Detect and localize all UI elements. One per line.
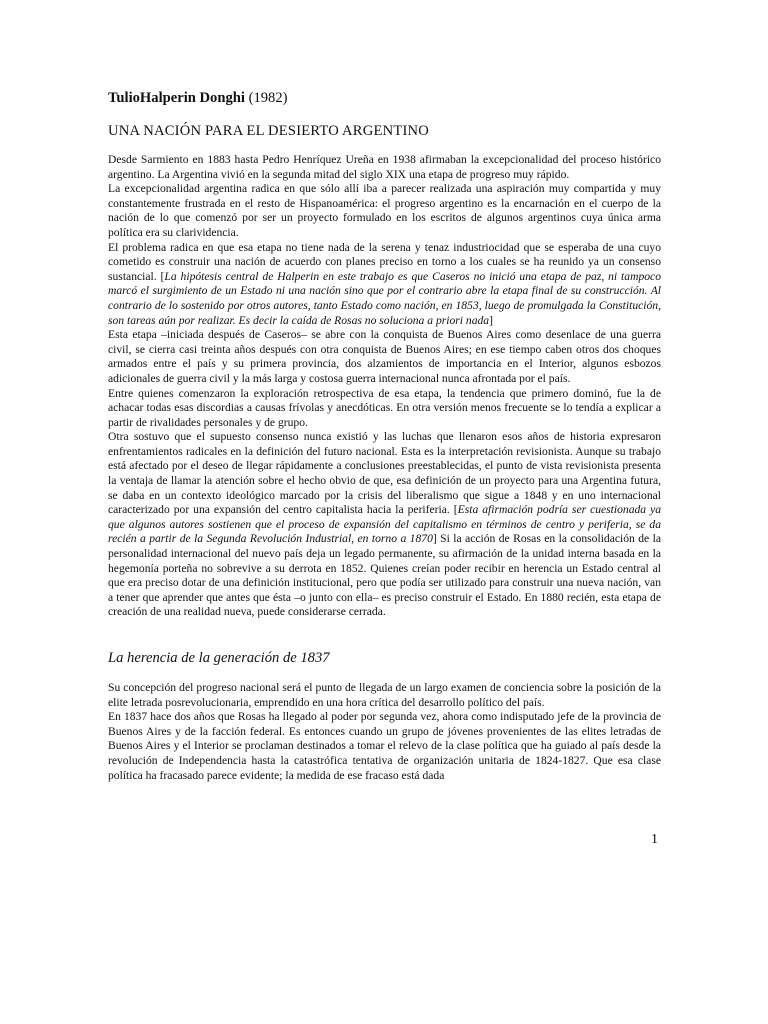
italic-annotation: La hipótesis central de Halperin en este trabajo es que Caseros no inició una etapa de paz, ni tampoco marcó el surgimiento de un Estado ni una nación sino que por el contrario abre la etapa final de su construcción. Al contrario de lo sostenido por otros autores, tanto Estado como nación, en 1853, luego de promulgada la Constitución, son tareas aún por realizar. Es decir la caída de Rosas no soluciona a priori nada <box>108 269 661 327</box>
italic-annotation: Esta afirmación podría ser cuestionada ya que algunos autores sostienen que el proceso de expansión del capitalismo en términos de centro y periferia, se da recién a partir de la Segunda Revolución Industrial, en torno a 1870 <box>108 503 662 546</box>
paragraph <box>108 241 661 329</box>
section-heading: La herencia de la generación de 1837 <box>108 650 330 666</box>
publication-year: (1982) <box>248 90 288 106</box>
section-1-body <box>108 153 661 620</box>
paragraph <box>108 430 661 620</box>
author-name: TulioHalperin Donghi <box>108 90 245 106</box>
paragraph-text: Desde Sarmiento en 1883 hasta Pedro Henríquez Ureña en 1938 afirmaban la excepcionalidad del proceso histórico argentino. La Argentina vivió en la segunda mitad del siglo XIX una etapa de progreso muy rápido. <box>108 153 661 181</box>
paragraph-text: Esta etapa –iniciada después de Caseros– se abre con la conquista de Buenos Aires como desenlace de una guerra civil, se cierra casi treinta años después con otra conquista de Buenos Aires; en ese tiempo caben otros dos choques armados entre el país y su primera provincia, dos alzamientos de importancia en el Interior, algunos esbozos adicionales de guerra civil y la más larga y costosa guerra internacional nunca afrontada por el país. <box>108 328 661 385</box>
paragraph <box>108 710 661 783</box>
document-title: UNA NACIÓN PARA EL DESIERTO ARGENTINO <box>108 123 429 139</box>
author-line <box>108 89 661 107</box>
paragraph-text: Entre quienes comenzaron la exploración retrospectiva de esa etapa, la tendencia que primero dominó, fue la de achacar todas esas discordias a causas frívolas y anecdóticas. En otra versión menos frecuente se lo tendía a explicar a partir de rivalidades personales y de grupo. <box>108 386 661 429</box>
section-2-body <box>108 681 661 783</box>
paragraph-text: ] <box>489 313 493 327</box>
paragraph-text: En 1837 hace dos años que Rosas ha llegado al poder por segunda vez, ahora como indisputado jefe de la provincia de Buenos Aires y de la facción federal. Es entonces cuando un grupo de jóvenes provenientes de las elites letradas de Buenos Aires y el Interior se proclaman destinados a tomar el relevo de la clase política que ha guiado al país desde la revolución de Independencia hasta la catastrófica tentativa de organización unitaria de 1824-1827. Que esa clase política ha fracasado parece evidente; la medida de ese fracaso está dada <box>108 710 661 782</box>
paragraph-text: Otra sostuvo que el supuesto consenso nunca existió y las luchas que llenaron esos años de historia expresaron enfrentamientos radicales en la definición del futuro nacional. Esta es la interpretación revisionista. Aunque su trabajo está afectado por el deseo de llegar rápidamente a conclusiones preestablecidas, el punto de vista revisionista presenta la ventaja de llamar la atención sobre el hecho obvio de que, esa definición de un proyecto para una Argentina futura, se daba en un contexto ideológico marcado por la crisis del liberalismo que sigue a 1848 y en uno internacional caracterizado por una expansión del centro capitalista hacia la periferia. [ <box>108 430 661 517</box>
paragraph <box>108 681 661 710</box>
page-number: 1 <box>651 832 658 847</box>
paragraph-text: El problema radica en que esa etapa no tiene nada de la serena y tenaz industriocidad que se esperaba de una cuyo cometido es construir una nación de acuerdo con planes preciso en torno a los cuales se ha reunido ya un consenso sustancial. [ <box>108 240 661 283</box>
paragraph-text: Su concepción del progreso nacional será el punto de llegada de un largo examen de conciencia sobre la posición de la elite letrada posrevolucionaria, emprendido en una hora crítica del desarrollo político del país. <box>108 681 661 709</box>
paragraph-text: La excepcionalidad argentina radica en que sólo allí iba a parecer realizada una aspiración muy compartida y muy constantemente frustrada en el resto de Hispanoamérica: el progreso argentino es la encarnación en el cuerpo de la nación de lo que comenzó por ser un proyecto formulado en los escritos de algunos argentinos cuya única arma política era su clarividencia. <box>108 182 661 239</box>
paragraph <box>108 328 661 386</box>
paragraph <box>108 387 661 431</box>
paragraph <box>108 182 661 240</box>
paragraph-text: ] Si la acción de Rosas en la consolidación de la personalidad internacional del nuevo país deja un legado permanente, su afirmación de la unidad interna basada en la hegemonía porteña no sobrevive a su derrota en 1852. Quienes creían poder recibir en herencia un Estado central al que era preciso dotar de una definición institucional, pero que podía ser utilizado para construir una nueva nación, van a tener que aprender que antes que ésta –o junto con ella– es preciso construir el Estado. En 1880 recién, esta etapa de creación de una realidad nueva, puede considerarse cerrada. <box>108 532 661 619</box>
paragraph <box>108 153 661 182</box>
